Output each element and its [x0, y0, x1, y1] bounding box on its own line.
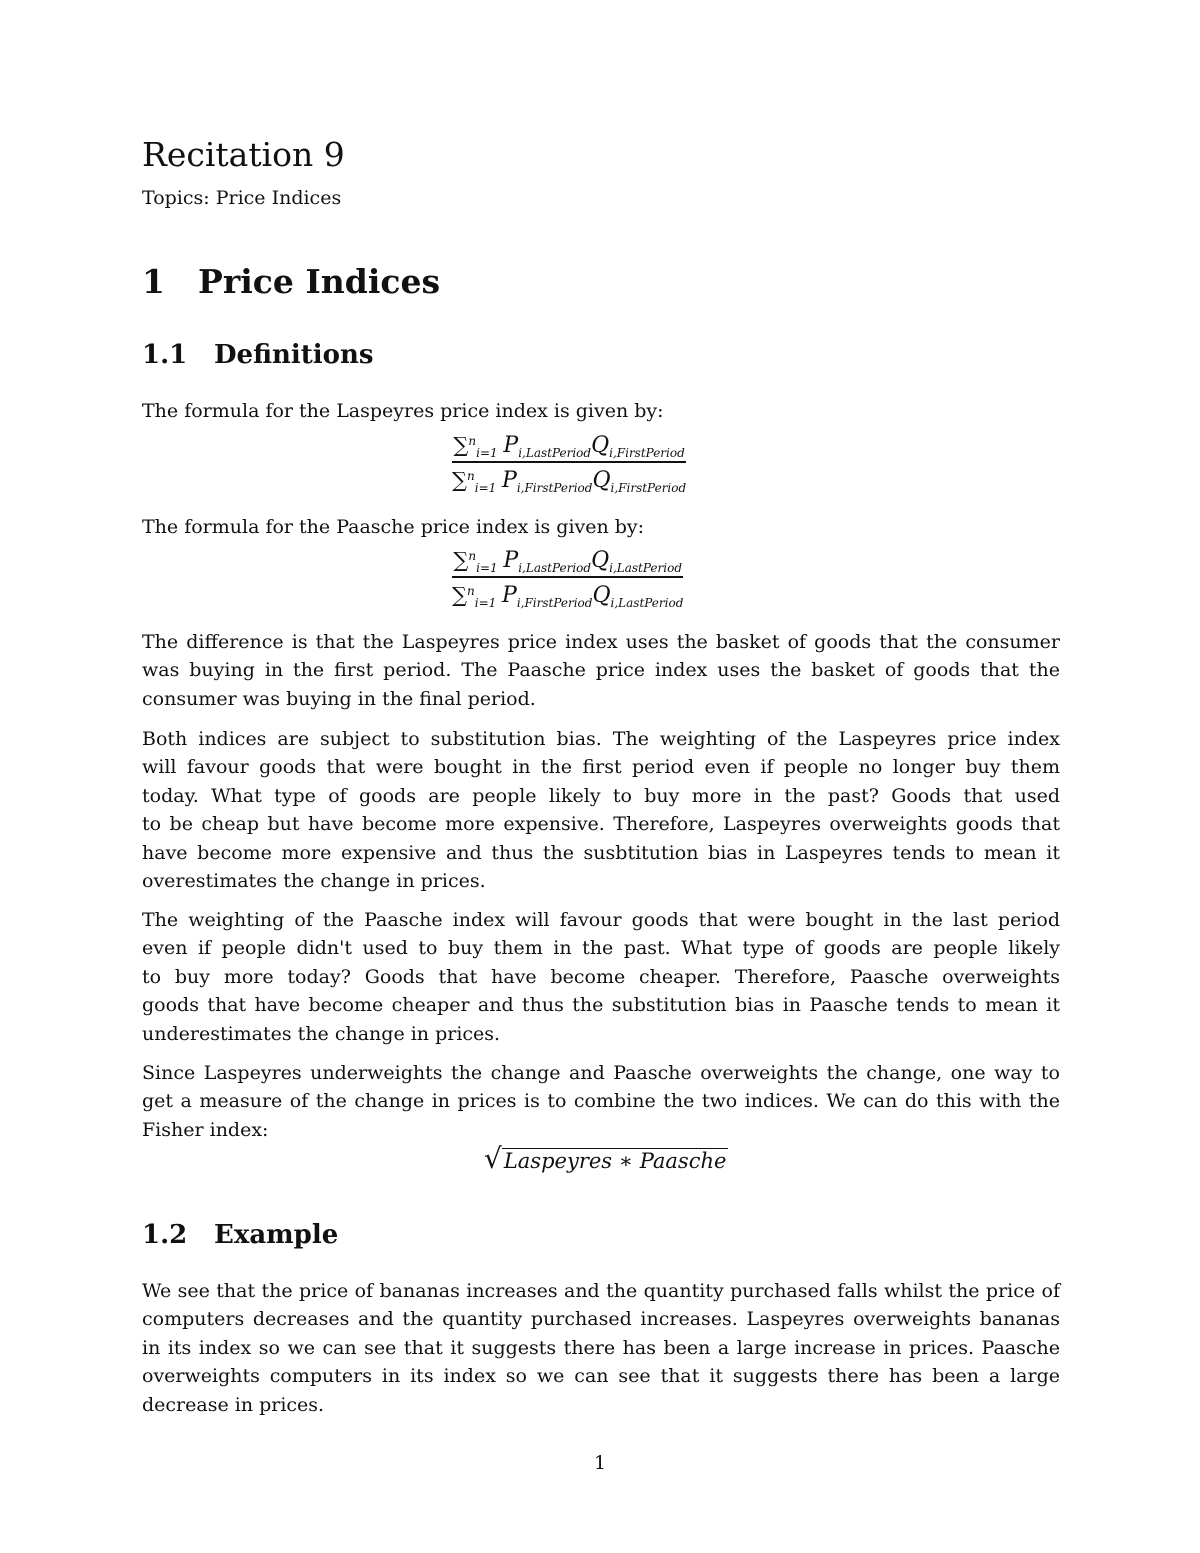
text-line: Fisher index: [142, 1118, 269, 1141]
topics-line: Topics: Price Indices [142, 187, 342, 209]
laspeyres-denominator [452, 463, 686, 496]
section-title: Price Indices [198, 262, 441, 301]
quantity-symbol: Q [591, 548, 610, 573]
price-symbol: P [503, 433, 519, 458]
quantity-symbol: Q [592, 467, 611, 493]
sum-symbol: ∑ [452, 467, 467, 492]
text-line: overweights computers in its index so we can see that it suggests there has been a large [142, 1365, 1060, 1388]
paasche-formula [452, 543, 683, 611]
paragraph-fisher [142, 1059, 1060, 1144]
document-title: Recitation 9 [142, 135, 345, 174]
quantity-symbol: Q [592, 582, 611, 608]
paasche-numerator [453, 543, 682, 576]
text-line: decrease in prices. [142, 1393, 325, 1416]
paasche-denominator [452, 578, 683, 611]
subsection-title: Example [214, 1220, 339, 1250]
subsection-number: 1.1 [142, 340, 188, 370]
text-line: The difference is that the Laspeyres price index uses the basket of goods that the consumer [142, 631, 1060, 653]
price-subscript: i,FirstPeriod [516, 595, 593, 610]
paasche-intro: The formula for the Paasche price index is given by: [142, 516, 645, 538]
text-line: get a measure of the change in prices is to combine the two indices. We can do this with the [142, 1090, 1060, 1113]
fisher-radicand: Laspeyres ∗ Paasche [503, 1149, 727, 1173]
subsection-heading-definitions [142, 338, 374, 372]
quantity-symbol: Q [591, 433, 610, 458]
text-line: computers decreases and the quantity purchased increases. Laspeyres overweights bananas [142, 1308, 1060, 1331]
price-symbol: P [503, 548, 519, 573]
sum-symbol: ∑ [453, 433, 469, 457]
sum-symbol: ∑ [452, 582, 467, 607]
text-line: consumer was buying in the final period. [142, 687, 536, 710]
price-symbol: P [502, 582, 517, 608]
text-line: was buying in the first period. The Paasche price index uses the basket of goods that the [142, 659, 1060, 682]
text-line: goods that have become cheaper and thus the substitution bias in Paasche tends to mean it [142, 994, 1060, 1017]
text-line: will favour goods that were bought in the first period even if people no longer buy them [142, 756, 1060, 779]
quantity-subscript: i,LastPeriod [609, 561, 682, 575]
price-subscript: i,LastPeriod [518, 561, 592, 575]
laspeyres-formula [452, 428, 686, 496]
laspeyres-numerator [453, 428, 684, 461]
quantity-subscript: i,FirstPeriod [609, 446, 685, 460]
text-line: Both indices are subject to substitution bias. The weighting of the Laspeyres price index [142, 728, 1060, 750]
subsection-number: 1.2 [142, 1220, 188, 1250]
paragraph-substitution-bias [142, 725, 1060, 895]
text-line: We see that the price of bananas increases and the quantity purchased falls whilst the price of [142, 1280, 1060, 1302]
section-heading-price-indices [142, 260, 440, 304]
price-symbol: P [502, 467, 517, 493]
text-line: even if people didn't used to buy them in the past. What type of goods are people likely [142, 937, 1060, 960]
subsection-heading-example [142, 1218, 338, 1252]
text-line: today. What type of goods are people likely to buy more in the past? Goods that used [142, 784, 1060, 807]
text-line: have become more expensive and thus the susbtitution bias in Laspeyres tends to mean it [142, 841, 1060, 864]
sum-symbol: ∑ [453, 548, 469, 572]
paragraph-example [142, 1277, 1060, 1419]
sum-lower: i=1 [476, 446, 498, 460]
section-number: 1 [142, 262, 165, 301]
sum-upper: n [467, 583, 475, 598]
sum-upper: n [468, 549, 477, 563]
laspeyres-intro: The formula for the Laspeyres price index is given by: [142, 400, 664, 422]
sum-lower: i=1 [474, 595, 497, 610]
quantity-subscript: i,FirstPeriod [610, 480, 687, 495]
text-line: to buy more today? Goods that have become cheaper. Therefore, Paasche overweights [142, 965, 1060, 988]
sum-upper: n [467, 468, 475, 483]
sum-lower: i=1 [474, 480, 497, 495]
square-root-icon: √ [484, 1142, 502, 1175]
page-number: 1 [593, 1452, 607, 1474]
text-line: in its index so we can see that it suggests there has been a large increase in prices. Paasche [142, 1336, 1060, 1359]
paragraph-difference [142, 628, 1060, 713]
price-subscript: i,LastPeriod [518, 446, 592, 460]
quantity-subscript: i,LastPeriod [610, 595, 684, 610]
sum-upper: n [468, 434, 477, 448]
price-subscript: i,FirstPeriod [516, 480, 593, 495]
fisher-formula [484, 1142, 728, 1175]
text-line: The weighting of the Paasche index will favour goods that were bought in the last period [142, 909, 1060, 931]
sum-lower: i=1 [476, 561, 498, 575]
paragraph-paasche-weighting [142, 906, 1060, 1048]
subsection-title: Definitions [214, 340, 374, 370]
text-line: to be cheap but have become more expensive. Therefore, Laspeyres overweights goods that [142, 813, 1060, 836]
text-line: overestimates the change in prices. [142, 870, 486, 893]
text-line: Since Laspeyres underweights the change and Paasche overweights the change, one way to [142, 1062, 1060, 1084]
text-line: underestimates the change in prices. [142, 1022, 501, 1045]
